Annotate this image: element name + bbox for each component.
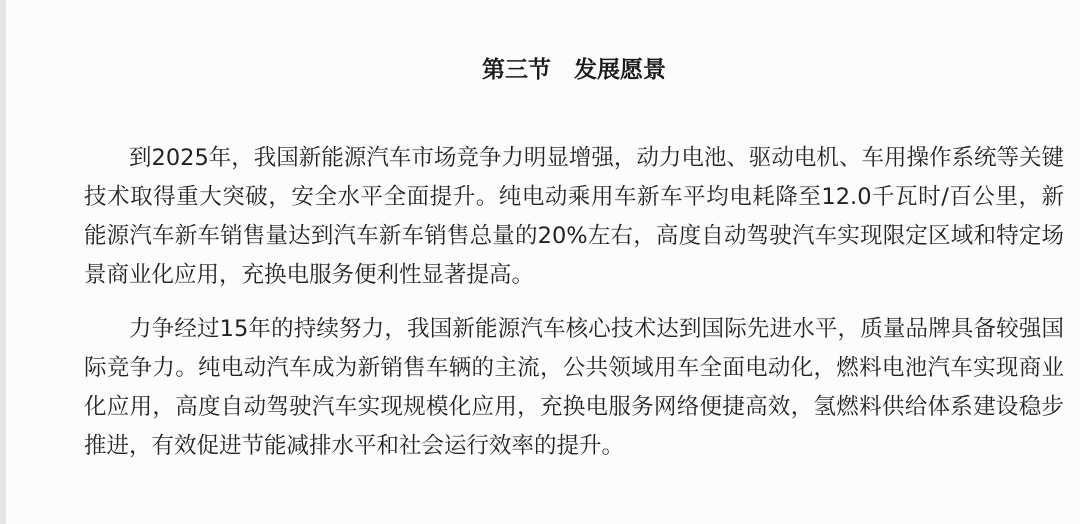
paragraph-vision-15-years: 力争经过15年的持续努力，我国新能源汽车核心技术达到国际先进水平，质量品牌具备较强国际竞争力。纯电动汽车成为新销售车辆的主流，公共领域用车全面电动化，燃料电池汽车实现商业化应用，高度自动驾驶汽车实现规模化应用，充换电服务网络便捷高效，氢燃料供给体系建设稳步推进，有效促进节能减排水平和社会运行效率的提升。 <box>84 316 1064 459</box>
page-left-edge <box>0 0 6 524</box>
paragraph-vision-2025: 到2025年，我国新能源汽车市场竞争力明显增强，动力电池、驱动电机、车用操作系统等关键技术取得重大突破，安全水平全面提升。纯电动乘用车新车平均电耗降至12.0千瓦时/百公里，新能源汽车新车销售量达到汽车新车销售总量的20%左右，高度自动驾驶汽车实现限定区域和特定场景商业化应用，充换电服务便利性显著提高。 <box>84 145 1064 288</box>
section-title: 第三节 发展愿景 <box>482 57 666 83</box>
document-page <box>84 0 1064 524</box>
